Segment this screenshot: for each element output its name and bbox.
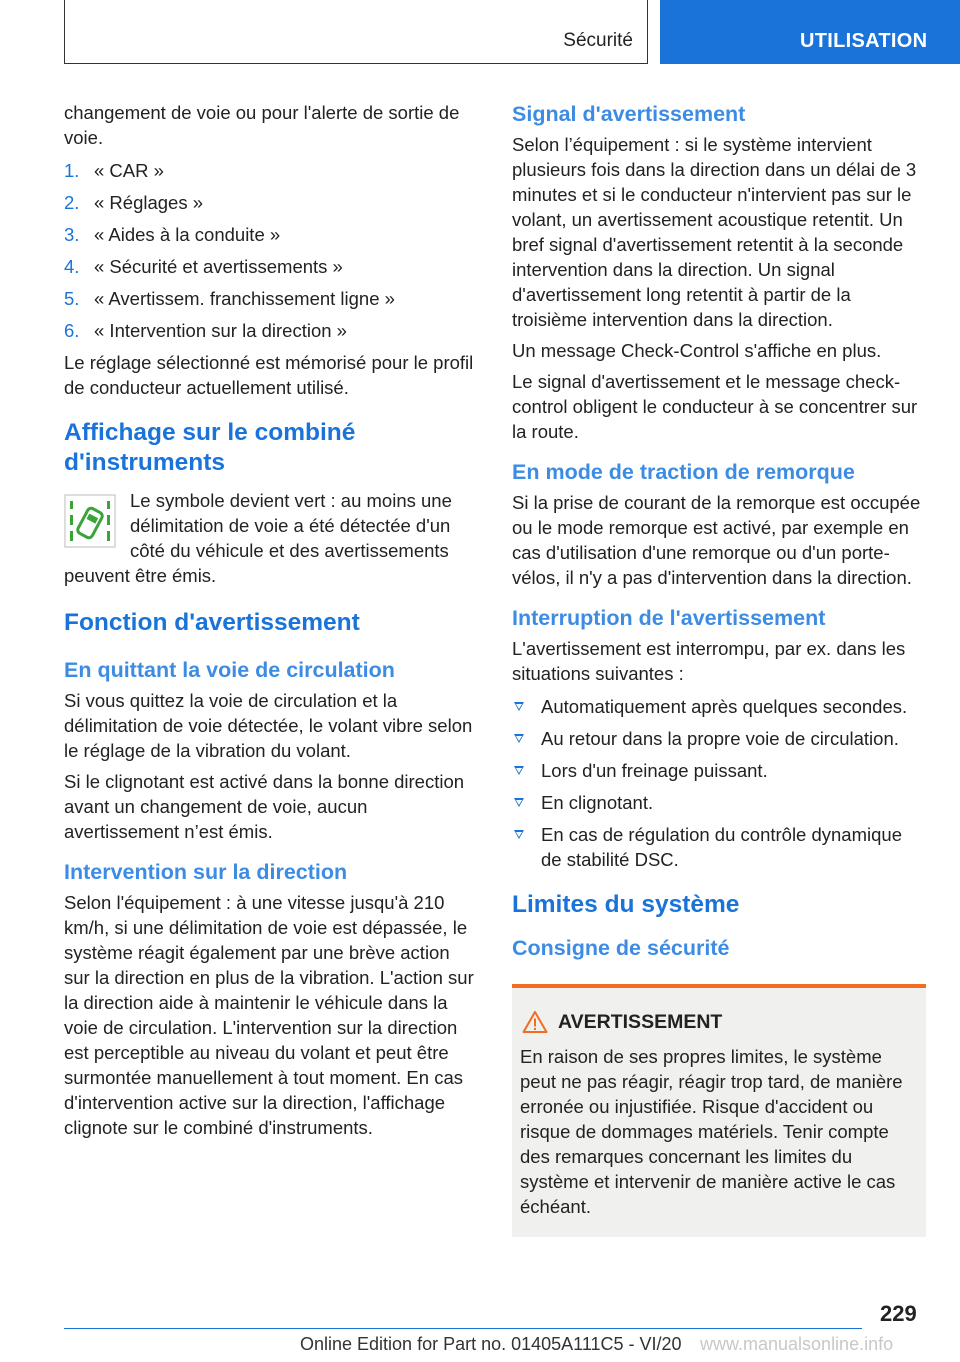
list-item: 6. « Intervention sur la direction »: [64, 320, 347, 341]
footer-divider: [64, 1328, 862, 1329]
triangle-bullet-icon: [514, 798, 524, 807]
header-chapter-label: UTILISATION: [800, 30, 928, 52]
page-number: 229: [880, 1301, 917, 1326]
list-item: Au retour dans la propre voie de circulation.: [512, 726, 926, 751]
intervention-paragraph: Selon l'équipement : à une vitesse jusqu'à 210 km/h, si une délimitation de voie est dépassée, le système réagit également par une brève action sur la direction en plus de la vibration. L'action sur la direction aide à maintenir le véhicule dans la voie de circulation. L'intervention sur la direction est perceptible au niveau du volant et peut être surmontée manuellement à tout moment. En cas d'intervention active sur la direction, l'affichage clignote sur le combiné d'instruments.: [64, 892, 474, 1138]
header-section-box: [64, 0, 648, 64]
heading-remorque: En mode de traction de remorque: [512, 460, 855, 484]
heading-limites: Limites du système: [512, 891, 740, 918]
warning-text: En raison de ses propres limites, le système peut ne pas réagir, réagir trop tard, de manière erronée ou injustifiée. Risque d'accident ou risque de dommages matériels. Tenir compte des remarques concernant les limites du système et intervenir de manière active le cas échéant.: [520, 1046, 903, 1217]
lane-departure-icon: [64, 493, 116, 549]
list-item: Automatiquement après quelques secondes.: [512, 694, 926, 719]
list-item: 5. « Avertissem. franchissement ligne »: [64, 288, 395, 309]
list-item: Lors d'un freinage puissant.: [512, 758, 926, 783]
list-item: 3. « Aides à la conduite »: [64, 224, 281, 245]
affichage-paragraph: Le symbole devient vert : au moins une délimitation de voie a été détectée d'un côté du véhicule et des avertissements peuvent être émis.: [64, 490, 452, 586]
heading-affichage: Affichage sur le combiné d'instruments: [64, 419, 356, 476]
signal-paragraph-2: Un message Check-Control s'affiche en plus.: [512, 340, 882, 361]
interruption-paragraph: L'avertissement est interrompu, par ex. dans les situations suivantes :: [512, 638, 906, 684]
heading-quittant: En quittant la voie de circulation: [64, 658, 395, 682]
heading-fonction: Fonction d'avertissement: [64, 609, 360, 636]
list-item: 1. « CAR »: [64, 160, 164, 181]
heading-intervention: Intervention sur la direction: [64, 860, 348, 884]
heading-signal: Signal d'avertissement: [512, 102, 746, 126]
left-column: [64, 100, 478, 1146]
warning-box: [512, 984, 926, 1237]
list-item: En clignotant.: [512, 790, 926, 815]
header-chapter-tab: [660, 0, 960, 64]
heading-interruption: Interruption de l'avertissement: [512, 606, 826, 630]
header-section-title: Sécurité: [563, 30, 633, 51]
warning-title: AVERTISSEMENT: [558, 1011, 723, 1033]
affichage-block: [64, 488, 478, 588]
after-steps-paragraph: Le réglage sélectionné est mémorisé pour le profil de conducteur actuellement utilisé.: [64, 352, 474, 398]
quittant-paragraph-2: Si le clignotant est activé dans la bonne direction avant un changement de voie, aucun avertissement n’est émis.: [64, 771, 465, 842]
menu-steps-list: [64, 158, 478, 343]
triangle-bullet-icon: [514, 766, 524, 775]
triangle-bullet-icon: [514, 830, 524, 839]
signal-paragraph-1: Selon l’équipement : si le système intervient plusieurs fois dans la direction dans un délai de 3 minutes et si le conducteur n'intervient pas sur le volant, un avertissement acoustique retentit. Un bref signal d'avertissement retentit à la seconde intervention dans la direction. Un signal d'avertissement long retentit à partir de la troisième intervention dans la direction.: [512, 134, 917, 330]
footer-edition: Online Edition for Part no. 01405A111C5 - VI/20: [300, 1334, 682, 1354]
signal-paragraph-3: Le signal d'avertissement et le message check-control obligent le conducteur à se concentrer sur la route.: [512, 371, 918, 442]
list-item: En cas de régulation du contrôle dynamique de stabilité DSC.: [512, 822, 926, 872]
right-column: [512, 100, 926, 1237]
warning-triangle-icon: [522, 1010, 548, 1034]
triangle-bullet-icon: [514, 734, 524, 743]
triangle-bullet-icon: [514, 702, 524, 711]
footer-watermark: www.manualsonline.info: [700, 1334, 894, 1354]
list-item: 4. « Sécurité et avertissements »: [64, 256, 343, 277]
remorque-paragraph: Si la prise de courant de la remorque est occupée ou le mode remorque est activé, par exemple en cas d'utilisation d'une remorque ou d'un porte-vélos, il n'y a pas d'intervention dans la direction.: [512, 492, 921, 588]
intro-paragraph: changement de voie ou pour l'alerte de sortie de voie.: [64, 102, 460, 148]
heading-consigne: Consigne de sécurité: [512, 936, 730, 960]
interruption-bullet-list: [512, 694, 926, 872]
list-item: 2. « Réglages »: [64, 192, 204, 213]
quittant-paragraph-1: Si vous quittez la voie de circulation et la délimitation de voie détectée, le volant vibre selon le réglage de la vibration du volant.: [64, 690, 473, 761]
